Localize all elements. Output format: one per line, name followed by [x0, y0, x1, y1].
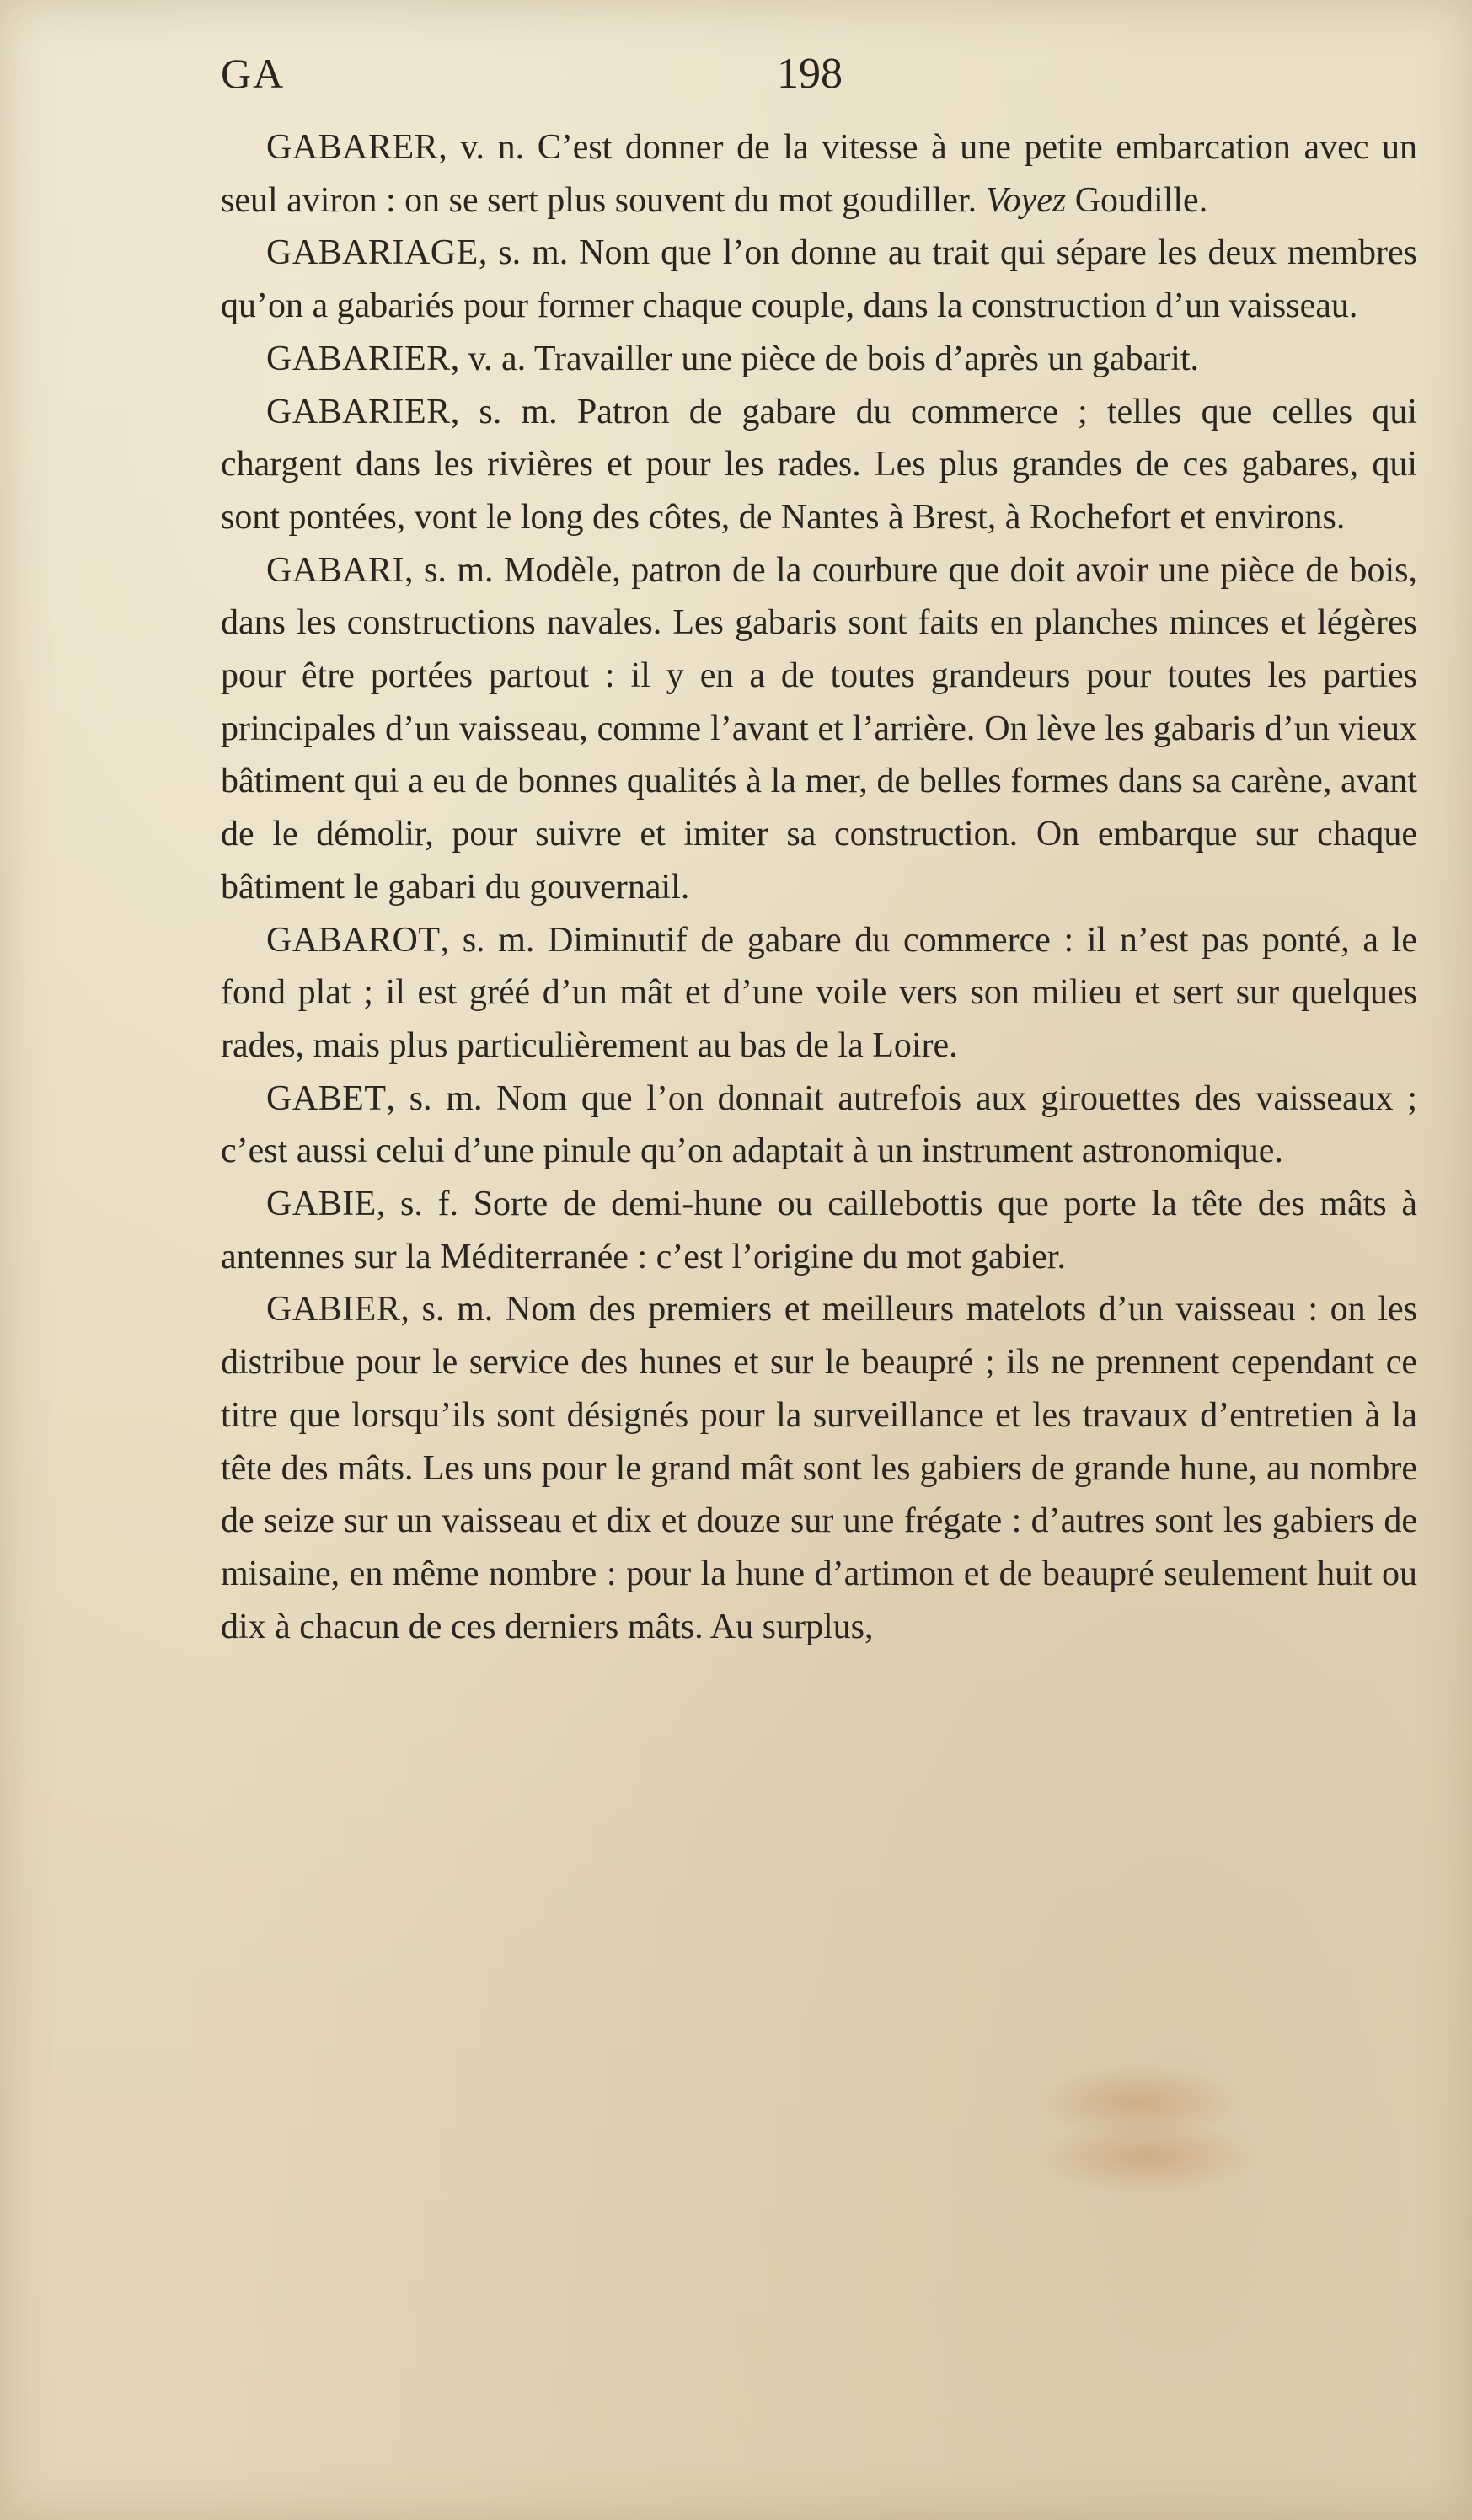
- entry-gabarot: [221, 914, 1417, 1073]
- entry-headword: GABARIAGE: [266, 233, 479, 273]
- running-head: GA: [221, 50, 286, 97]
- entry-pos: , v. n.: [438, 128, 525, 167]
- entry-definition: Patron de gabare du commerce ; telles que celles qui chargent dans les rivières et pour les rades. Les plus grandes de ces gabares, qui sont pontées, vont le long des côtes, de Nantes à Brest, à Rochefort et environs.: [221, 392, 1418, 537]
- entry-definition: Modèle, patron de la courbure que doit avoir une pièce de bois, dans les constructions navales. Les gabaris sont faits en planches minces et légères pour être portées partout : il y en a de toutes grandeurs pour toutes les parties principales d’un vaisseau, comme l’avant et l’arrière. On lève les gabaris d’un vieux bâtiment qui a eu de bonnes qualités à la mer, de belles formes dans sa carène, avant de le démolir, pour suivre et imiter sa construction. On embarque sur chaque bâtiment le gabari du gouvernail.: [221, 550, 1418, 907]
- entry-xref-label: Voyez: [985, 180, 1067, 220]
- entry-definition: C’est donner de la vitesse à une petite embarcation avec un seul aviron : on se sert plus souvent du mot goudiller.: [221, 128, 1417, 220]
- entry-headword: GABIER: [266, 1290, 401, 1330]
- entry-headword: GABET: [266, 1078, 387, 1118]
- entry-gabet: [221, 1073, 1417, 1178]
- page-number: 198: [777, 50, 843, 98]
- entry-headword: GABARER: [266, 128, 439, 167]
- entry-gabarier-noun: [221, 386, 1417, 544]
- entry-pos: , s. m.: [404, 550, 494, 590]
- entry-headword: GABIE: [266, 1185, 377, 1224]
- entry-definition: Travailler une pièce de bois d’après un gabarit.: [526, 339, 1200, 378]
- entry-gabier: [221, 1283, 1417, 1653]
- entry-headword: GABARIER: [266, 392, 451, 431]
- entry-pos: , s. m.: [478, 233, 569, 273]
- entry-xref-target: Goudille.: [1066, 180, 1208, 220]
- entry-gabarier-verb: [221, 333, 1417, 386]
- page-header: [221, 49, 1417, 108]
- entry-headword: GABARIER: [266, 339, 451, 378]
- entry-definition: Sorte de demi-hune ou caillebottis que porte la tête des mâts à antennes sur la Méditerranée : c’est l’origine du mot gabier.: [221, 1185, 1417, 1276]
- entry-gabari: [221, 544, 1417, 914]
- entry-pos: , s. m.: [450, 392, 558, 431]
- entry-gabariage: [221, 227, 1417, 332]
- entry-gabarer: [221, 121, 1417, 227]
- entry-headword: GABARI: [266, 550, 405, 590]
- paper-stain: [1036, 2064, 1239, 2140]
- entry-pos: , s. m.: [400, 1290, 494, 1330]
- entry-pos: , s. f.: [376, 1185, 458, 1224]
- entry-definition: Nom que l’on donnait autrefois aux girouettes des vaisseaux ; c’est aussi celui d’une pinule qu’on adaptait à un instrument astronomique.: [221, 1078, 1418, 1171]
- entry-definition: Diminutif de gabare du commerce : il n’est pas ponté, a le fond plat ; il est gréé d’un mât et d’une voile vers son milieu et sert sur quelques rades, mais plus particulièrement au bas de la Loire.: [221, 920, 1417, 1065]
- entry-pos: , v. a.: [450, 339, 527, 378]
- entry-headword: GABAROT: [266, 920, 441, 960]
- entry-definition: Nom que l’on donne au trait qui sépare les deux membres qu’on a gabariés pour former chaque couple, dans la construction d’un vaisseau.: [221, 233, 1418, 326]
- entry-pos: , s. m.: [440, 920, 535, 960]
- dictionary-text: [221, 121, 1417, 1653]
- entry-definition: Nom des premiers et meilleurs matelots d’un vaisseau : on les distribue pour le service des hunes et sur le beaupré ; ils ne prennent cependant ce titre que lorsqu’ils sont désignés pour la surveillance et les travaux d’entretien à la tête des mâts. Les uns pour le grand mât sont les gabiers de grande hune, au nombre de seize sur un vaisseau et dix et douze sur une frégate : d’autres sont les gabiers de misaine, en même nombre : pour la hune d’artimon et de beaupré seulement huit ou dix à chacun de ces derniers mâts. Au surplus,: [221, 1290, 1417, 1646]
- entry-gabie: [221, 1178, 1417, 1283]
- entry-pos: , s. m.: [386, 1078, 483, 1118]
- paper-stain: [1036, 2119, 1255, 2195]
